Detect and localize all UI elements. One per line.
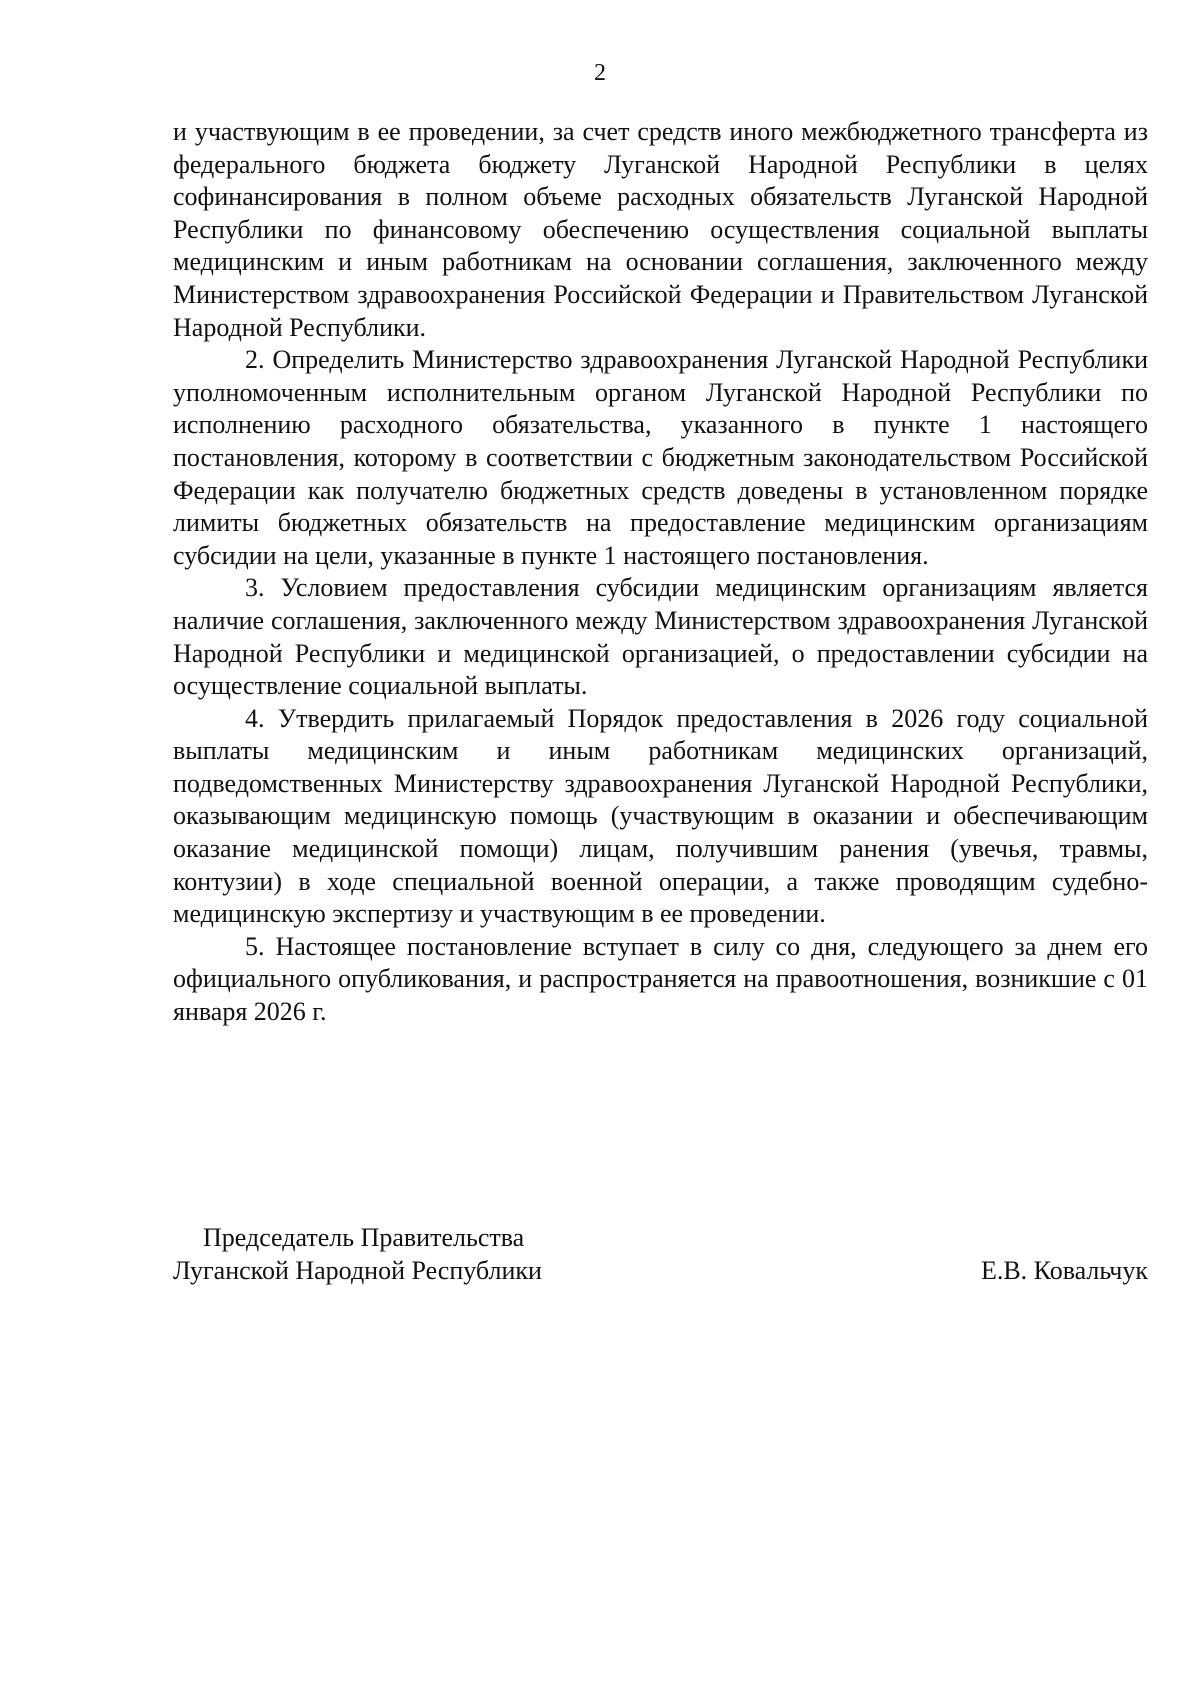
- paragraph-item-4: 4. Утвердить прилагаемый Порядок предоставления в 2026 году социальной выплаты медицинским и иным работникам медицинских организаций, подведомственных Министерству здравоохранения Луганской Народной Республики, оказывающим медицинскую помощь (участвующим в оказании и обеспечивающим оказание медицинской помощи) лицам, получившим ранения (увечья, травмы, контузии) в ходе специальной военной операции, а также проводящим судебно-медицинскую экспертизу и участвующим в ее проведении.: [173, 703, 1148, 929]
- paragraph-item-2: 2. Определить Министерство здравоохранения Луганской Народной Республики уполномоченным исполнительным органом Луганской Народной Республики по исполнению расходного обязательства, указанного в пункте 1 настоящего постановления, которому в соответствии с бюджетным законодательством Российской Федерации как получателю бюджетных средств доведены в установленном порядке лимиты бюджетных обязательств на предоставление медицинским организациям субсидии на цели, указанные в пункте 1 настоящего постановления.: [173, 345, 1148, 570]
- page-number: 2: [594, 60, 606, 86]
- document-body: [173, 116, 1148, 1029]
- signature-block: [173, 1222, 1148, 1287]
- signature-row: [173, 1255, 1148, 1288]
- signatory-position-line2: Луганской Народной Республики: [173, 1255, 542, 1285]
- paragraph-item-3: 3. Условием предоставления субсидии медицинским организациям является наличие соглашения, заключенного между Министерством здравоохранения Луганской Народной Республики и медицинской организацией, о предоставлении субсидии на осуществление социальной выплаты.: [173, 573, 1148, 701]
- signatory-position-line1: Председатель Правительства: [203, 1223, 525, 1252]
- paragraph-continuation: и участвующим в ее проведении, за счет средств иного межбюджетного трансферта из федерального бюджета бюджету Луганской Народной Республики в целях софинансирования в полном объеме расходных обязательств Луганской Народной Республики по финансовому обеспечению осуществления социальной выплаты медицинским и иным работникам на основании соглашения, заключенного между Министерством здравоохранения Российской Федерации и Правительством Луганской Народной Республики.: [173, 117, 1148, 342]
- paragraph-item-5: 5. Настоящее постановление вступает в силу со дня, следующего за днем его официального опубликования, и распространяется на правоотношения, возникшие с 01 января 2026 г.: [173, 931, 1148, 1027]
- signatory-name: Е.В. Ковальчук: [980, 1255, 1148, 1285]
